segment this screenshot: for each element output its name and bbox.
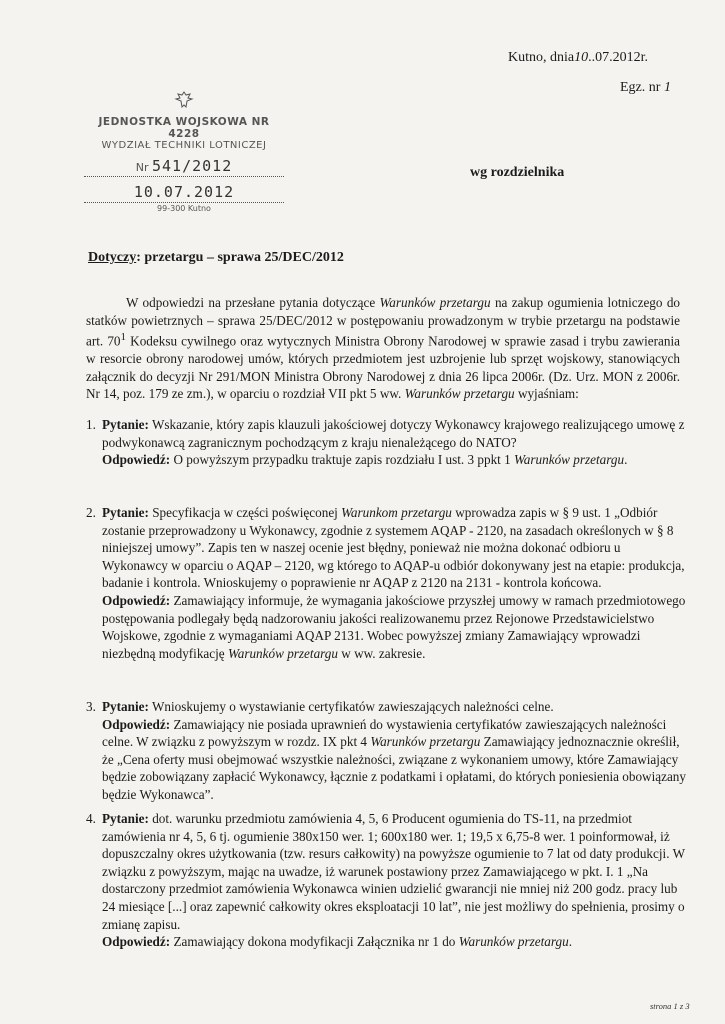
answer-italic: Warunków przetargu	[458, 934, 569, 950]
question-label: Pytanie:	[102, 505, 149, 520]
intro-text-1: W odpowiedzi na przesłane pytania dotyczące	[126, 295, 380, 310]
intro-italic-1: Warunków przetargu	[379, 295, 491, 310]
copy-number	[620, 80, 671, 96]
stamp-date-row	[84, 183, 284, 203]
question-text-pre: Specyfikacja w części poświęconej	[148, 505, 342, 520]
subject-line	[88, 250, 344, 266]
item-number: 1.	[86, 417, 96, 432]
eagle-emblem-icon	[173, 90, 195, 110]
question	[102, 810, 686, 933]
answer-italic: Warunków przetargu	[370, 734, 481, 750]
answer	[102, 451, 686, 469]
answer	[102, 716, 686, 804]
subject-text: : przetargu – sprawa 25/DEC/2012	[136, 250, 344, 265]
answer-label: Odpowiedź:	[102, 716, 171, 732]
stamp-city: 99-300 Kutno	[157, 204, 211, 213]
answer-text: O powyższym przypadku traktuje zapis rozdziału I ust. 3 ppkt 1	[170, 452, 515, 468]
answer-tail: .	[624, 452, 628, 468]
answer-tail: Zamawiający jednoznacznie określił, że „Cena oferty musi obejmować wszystkie należności, związane z wykonaniem umowy, które Zamawiający będzie zobowiązany zapłacić Wykonawcy, łącznie z podatkami i opłatami, do których poniesienia obowiązany będzie Wykonawca”.	[102, 734, 686, 802]
question-text: dot. warunku przedmiotu zamówienia 4, 5, 6 Producent ogumienia do TS-11, na przedmiot zamówienia nr 4, 5, 6 tj. ogumienie 380x150 wer. 1; 600x180 wer. 1; 19,5 x 6,75-8 wer. 1 poinformował, iż dopuszczalny okres użytkowania (tzw. resurs całkowity) na powyższe ogumienie to 7 lat od daty produkcji. W związku z powyższym, mając na uwadze, iż warunek postawiony przez Zamawiającego w pkt. I. 1 „Na dostarczony przedmiot zamówienia Wykonawca winien udzielić gwarancji nie mniej niż 200 godz. pracy lub 24 miesiące [...] oraz zapewnić całkowity okres eksploatacji 10 lat”, nie jest możliwy do spełnienia, prosimy o zmianę zapisu.	[102, 811, 685, 932]
stamp-nr-label: Nr	[135, 161, 149, 174]
question-label: Pytanie:	[102, 811, 149, 826]
question-text: wprowadza zapis w § 9 ust. 1 „Odbiór zostanie przeprowadzony u Wykonawcy, zgodnie z systemem AQAP - 2120, na zasadach określonych w § 8 niniejszej umowy”. Zapis ten w naszej ocenie jest błędny, ponieważ nie można dokonać odbioru u Wykonawcy w oparciu o AQAP – 2120, wg którego to AQAP-u odbiór dokonywany jest na etapie: produkcja, badanie i kontrola. Wnioskujemy o poprawienie nr AQAP z 2120 na 2131 - kontrola końcowa.	[102, 505, 685, 591]
question	[102, 504, 686, 592]
registration-stamp	[84, 90, 284, 213]
question	[102, 698, 686, 716]
qa-item-1	[86, 416, 686, 469]
answer-label: Odpowiedź:	[102, 934, 171, 950]
question	[102, 416, 686, 451]
stamp-date-value: 10.07.2012	[133, 183, 235, 201]
place-date-prefix: Kutno, dnia	[508, 50, 575, 65]
answer-label: Odpowiedź:	[102, 452, 171, 468]
intro-text-4: wyjaśniam:	[514, 386, 579, 402]
question-label: Pytanie:	[102, 699, 149, 714]
intro-paragraph	[86, 294, 680, 403]
answer-tail: w ww. zakresie.	[338, 645, 426, 661]
question-label: Pytanie:	[102, 417, 149, 432]
intro-italic-2: Warunków przetargu	[404, 386, 515, 402]
answer-italic: Warunków przetargu	[227, 645, 338, 661]
intro-text-2: na zakup ogumienia lotniczego do statków powietrznych – sprawa 25/DEC/2012 w postępowaniu prowadzonym w trybie przetargu na podstawie art. 70	[86, 295, 681, 349]
stamp-nr-value: 541/2012	[152, 157, 233, 175]
item-number: 2.	[86, 505, 96, 520]
answer-text: Zamawiający informuje, że wymagania jakościowe przyszłej umowy w ramach przedmiotowego postępowania podlegały będą nadzorowaniu jakości realizowanemu przez Rejonowe Przedstawicielstwo Wojskowe, zgodnie z wymaganiami AQAP 2131. Wobec powyższej zmiany Zamawiający wprowadzi niezbędną modyfikację	[102, 592, 686, 661]
place-date	[508, 50, 648, 66]
qa-item-4	[86, 810, 686, 951]
handwritten-copy-number: 1	[663, 80, 671, 95]
stamp-nr-row	[84, 157, 284, 177]
answer-tail: .	[568, 934, 573, 950]
handwritten-day: 10	[574, 50, 589, 65]
stamp-unit: JEDNOSTKA WOJSKOWA NR 4228	[98, 116, 270, 140]
answer	[102, 592, 686, 662]
answer-text: Zamawiający dokona modyfikacji Załącznika nr 1 do	[170, 934, 459, 950]
answer	[102, 933, 686, 951]
qa-item-2	[86, 504, 686, 662]
subject-label: Dotyczy	[88, 250, 137, 265]
place-date-suffix: ..07.2012r.	[588, 50, 648, 65]
page-footer: strona 1 z 3	[650, 1001, 690, 1011]
question-italic: Warunkom przetargu	[341, 505, 452, 520]
qa-item-3	[86, 698, 686, 804]
item-number: 4.	[86, 811, 96, 826]
copy-prefix: Egz. nr	[620, 80, 661, 95]
intro-superscript: 1	[120, 331, 127, 344]
item-number: 3.	[86, 699, 96, 714]
question-text: Wskazanie, który zapis klauzuli jakościowej dotyczy Wykonawcy krajowego realizującego umowę z podwykonawcą zagranicznym pochodzącym z kraju nienależącego do NATO?	[102, 417, 685, 450]
answer-label: Odpowiedź:	[102, 592, 171, 608]
stamp-department: WYDZIAŁ TECHNIKI LOTNICZEJ	[101, 140, 267, 151]
recipient: wg rozdzielnika	[470, 165, 565, 180]
answer-text: Zamawiający nie posiada uprawnień do wystawienia certyfikatów zawieszających należności celne. W związku z powyższym w rozdz. IX pkt 4	[102, 716, 667, 750]
answer-italic: Warunków przetargu	[514, 452, 625, 468]
intro-text-3: Kodeksu cywilnego oraz wytycznych Ministra Obrony Narodowej w sprawie zasad i trybu zawierania w resorcie obrony narodowej umów, których przedmiotem jest uzbrojenie lub sprzęt wojskowy, stanowiących załącznik do decyzji Nr 291/MON Ministra Obrony Narodowej z dnia 26 lipca 2006r. (Dz. Urz. MON z 2006r. Nr 14, poz. 179 ze zm.), w oparciu o rozdział VII pkt 5 ww.	[86, 333, 680, 402]
question-text: Wnioskujemy o wystawianie certyfikatów zawieszających należności celne.	[148, 699, 554, 714]
